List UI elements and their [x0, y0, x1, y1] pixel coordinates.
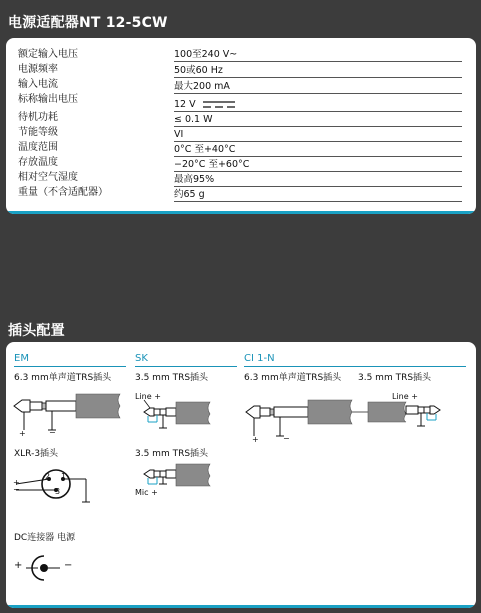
- ci-plus: +: [252, 435, 259, 444]
- spec-card: [6, 38, 476, 214]
- dc-symbol-icon: [203, 99, 237, 109]
- ci-line-plus: Line +: [392, 392, 418, 401]
- em-plus: +: [19, 429, 26, 438]
- sk-jack-label: 3.5 mm TRS插头: [135, 373, 209, 383]
- sk-mic-plus: Mic +: [135, 488, 158, 497]
- spec-value: 约65 g: [174, 188, 462, 202]
- card-accent-bar: [6, 605, 476, 608]
- dc-plus: +: [14, 560, 23, 571]
- connector-card: [6, 342, 476, 608]
- xlr-pin-1: 1: [61, 472, 67, 481]
- em-jack-label: 6.3 mm单声道TRS插头: [14, 373, 112, 383]
- column-title-em: EM: [14, 353, 29, 364]
- xlr-label: XLR-3插头: [14, 449, 59, 459]
- sk-line-jack-diagram: [144, 400, 234, 440]
- spec-value: ≤ 0.1 W: [174, 113, 462, 127]
- column-title-ci: CI 1-N: [244, 353, 275, 364]
- spec-value: 50或60 Hz: [174, 64, 462, 78]
- spec-value: 最高95%: [174, 173, 462, 187]
- dc-label: DC连接器 电源: [14, 533, 76, 543]
- spec-value: 0°C 至+40°C: [174, 143, 462, 157]
- ci-minus: −: [283, 434, 290, 443]
- spec-value: −20°C 至+60°C: [174, 158, 462, 172]
- column-rule-ci: [244, 366, 466, 367]
- spec-value: 100至240 V~: [174, 48, 462, 62]
- spec-value: VI: [174, 128, 462, 142]
- column-rule-sk: [135, 366, 237, 367]
- spec-label: 输入电流: [18, 79, 58, 90]
- em-minus: −: [49, 428, 56, 437]
- card-accent-bar: [6, 211, 476, 214]
- sk-line-plus: Line +: [135, 392, 161, 401]
- sk-mic-jack-label: 3.5 mm TRS插头: [135, 449, 209, 459]
- spec-section-title: 电源适配器NT 12-5CW: [8, 15, 168, 31]
- spec-value-voltage: [174, 98, 462, 112]
- spec-label: 电源频率: [18, 64, 58, 75]
- spec-label: 温度范围: [18, 142, 58, 153]
- xlr-pin-3: 3: [55, 487, 61, 496]
- em-mono-jack-diagram: [12, 390, 126, 440]
- xlr-plus: +: [13, 478, 20, 487]
- spec-label: 节能等级: [18, 127, 58, 138]
- dc-minus: −: [64, 560, 73, 571]
- spec-value: 最大200 mA: [174, 80, 462, 94]
- ci-jack-label-a: 6.3 mm单声道TRS插头: [244, 373, 342, 383]
- column-rule-em: [14, 366, 126, 367]
- connector-section-title: 插头配置: [8, 323, 65, 339]
- ci-jack-diagram: [244, 392, 466, 448]
- spec-label: 重量（不含适配器）: [18, 187, 108, 198]
- spec-label: 待机功耗: [18, 112, 58, 123]
- spec-value: 12 V: [174, 99, 196, 110]
- spec-label: 额定输入电压: [18, 49, 78, 60]
- xlr-plug-diagram: [12, 460, 122, 510]
- xlr-pin-2: 2: [45, 472, 51, 481]
- xlr-minus: −: [13, 485, 20, 494]
- column-title-sk: SK: [135, 353, 148, 364]
- spec-label: 相对空气湿度: [18, 172, 78, 183]
- spec-label: 标称输出电压: [18, 94, 78, 105]
- ci-jack-label-b: 3.5 mm TRS插头: [358, 373, 432, 383]
- spec-label: 存放温度: [18, 157, 58, 168]
